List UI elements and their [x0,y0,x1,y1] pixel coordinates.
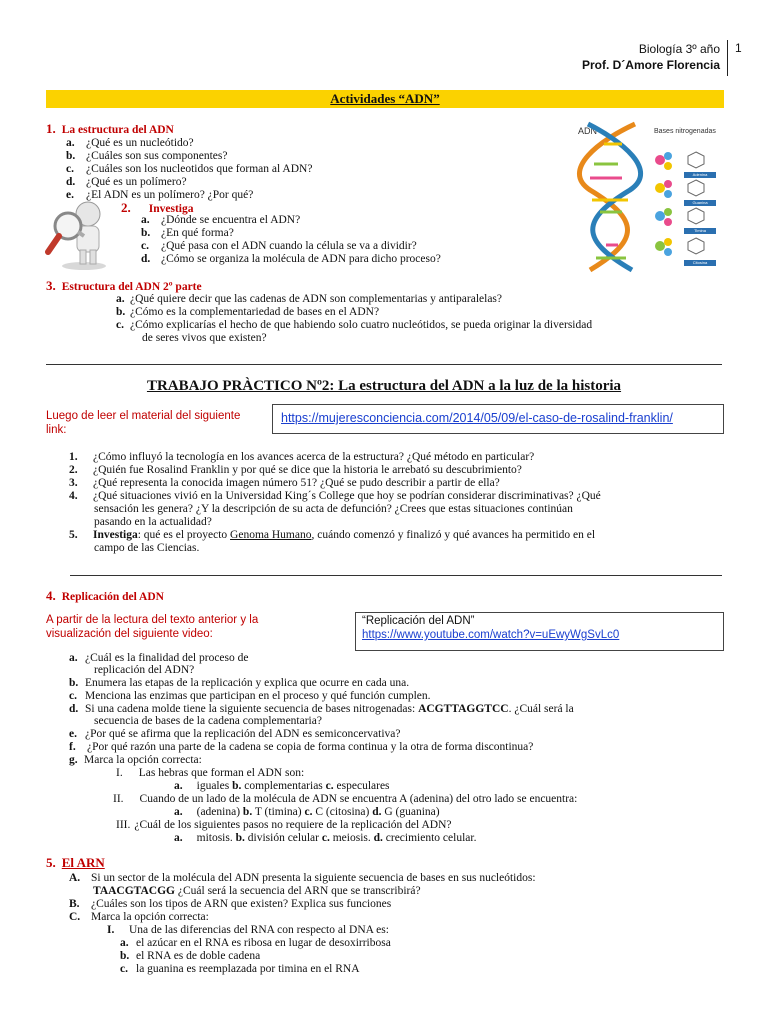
base-label: Timina [684,228,716,234]
section-4-heading [46,588,164,604]
option-text: meiosis. [329,832,374,844]
rosalind-franklin-link[interactable]: https://mujeresconciencia.com/2014/05/09/el-caso-de-rosalind-franklin/ [281,411,673,425]
dna-image-subtitle: Bases nitrogenadas [654,128,716,135]
dna-image [570,120,722,278]
option-text: la guanina es reemplazada por timina en el RNA [136,963,360,975]
list-item: ¿Cuáles son los nucleotidos que forman al ADN? [86,163,313,175]
list-item: ¿Cuál es la finalidad del proceso de [85,652,249,664]
roman-label: III. [116,819,131,831]
section-3-number: 3. [46,278,56,293]
section-2-number: 2. [121,200,131,215]
list-label: c. [116,319,124,331]
list-item: de seres vivos que existen? [142,332,267,344]
list-label: e. [66,189,74,201]
dna-sequence: ACGTTAGGTCC [418,703,509,715]
option-label: b. [120,950,130,962]
list-label: d. [66,176,76,188]
list-label: b. [116,306,126,318]
list-item: ¿Cómo influyó la tecnología en los avances acerca de la estructura? ¿Qué método en particular? [93,451,535,463]
option-text: el RNA es de doble cadena [136,950,261,962]
list-item: ¿Cómo es la complementariedad de bases en el ADN? [130,306,380,318]
base-label: Citosina [684,260,716,266]
list-item: ¿El ADN es un polímero? ¿Por qué? [86,189,254,201]
section-5-title: El ARN [61,855,105,870]
divider [46,364,722,365]
list-item: ¿Por qué se afirma que la replicación del ADN es semiconcervativa? [85,728,401,740]
list-label: A. [69,872,81,884]
list-item: ¿Qué es un nucleótido? [86,137,194,149]
option-label: b. [235,832,245,844]
list-label: C. [69,911,81,923]
dna-helix-icon [570,120,650,278]
list-label: b. [69,677,79,689]
section-3-title: Estructura del ADN 2º parte [61,281,202,293]
list-label: e. [69,728,77,740]
option-label: d. [373,832,383,844]
divider [70,575,722,576]
section-2-title: Investiga [148,203,194,215]
option-label: a. [174,780,183,792]
list-item: ¿Qué representa la conocida imagen número 51? ¿Qué se pudo describir a partir de ella? [93,477,500,489]
list-item: ¿Dónde se encuentra el ADN? [161,214,301,226]
option-label: a. [174,832,183,844]
list-item: ¿Qué situaciones vivió en la Universidad King´s College que hoy se podrían considerar discriminativas? ¿Qué [93,490,601,502]
option-text: mitosis. [196,832,236,844]
base-label: Adenina [684,172,716,178]
list-item: ¿Por qué razón una parte de la cadena se copia de forma continua y la otra de forma discontinua? [87,741,534,753]
base-molecules-icon [648,146,722,276]
magnifier-figure-icon [44,196,116,272]
list-item: Marca la opción correcta: [91,911,209,923]
section-1-number: 1. [46,121,56,136]
list-label: f. [69,741,76,753]
list-item: ¿Cuál será la secuencia del ARN que se transcribirá? [175,885,421,897]
list-label: 3. [69,477,78,489]
section-1-title: La estructura del ADN [61,124,174,136]
list-label: g. [69,754,78,766]
list-label: c. [66,163,74,175]
list-item: Las hebras que forman el ADN son: [138,767,305,779]
option-label: a. [174,806,183,818]
genoma-humano-text: Genoma Humano [230,529,312,541]
list-item: ¿En qué forma? [161,227,234,239]
list-item: ¿Cómo se organiza la molécula de ADN para dicho proceso? [161,253,441,265]
list-item: ¿Qué quiere decir que las cadenas de ADN son complementarias y antiparalelas? [130,293,502,305]
option-label: a. [120,937,129,949]
option-label: c. [325,780,334,792]
list-item: ¿Qué pasa con el ADN cuando la célula se va a dividir? [161,240,417,252]
tp-intro-line: Luego de leer el material del siguiente [46,410,241,422]
list-item: Una de las diferencias del RNA con respecto al DNA es: [129,924,389,936]
option-text: T (timina) [252,806,305,818]
list-label: 4. [69,490,78,502]
option-label: c. [304,806,313,818]
roman-label: I. [107,924,115,936]
option-label: b. [232,780,242,792]
list-item: sensación les genera? ¿Y la descripción de su acta de defunción? ¿Crees que estas situaciones continúan [94,503,573,515]
youtube-video-link[interactable]: https://www.youtube.com/watch?v=uEwyWgSvLc0 [362,629,620,641]
list-item: Marca la opción correcta: [84,754,202,766]
list-item: . ¿Cuál será la [508,703,574,715]
list-item: ¿Cuál de los siguientes pasos no requiere de la replicación del ADN? [134,819,452,831]
tp-title-text: TRABAJO PRÀCTICO Nº2: La estructura del ADN a la luz de la historia [146,378,622,394]
s4-intro-line: visualización del siguiente video: [46,628,213,640]
list-item: Si una cadena molde tiene la siguiente secuencia de bases nitrogenadas: [85,703,419,715]
page-number: 1 [735,41,742,55]
list-item: ¿Qué es un polímero? [86,176,187,188]
list-label: b. [141,227,151,239]
section-5-number: 5. [46,855,56,870]
list-item: pasando en la actualidad? [94,516,212,528]
list-label: a. [141,214,150,226]
list-label: b. [66,150,76,162]
option-text: G (guanina) [381,806,440,818]
option-label: d. [372,806,382,818]
list-item: Cuando de un lado de la molécula de ADN se encuentra A (adenina) del otro lado se encuentra: [139,793,578,805]
list-item: replicación del ADN? [94,664,195,676]
header-teacher: Prof. D´Amore Florencia [581,58,720,72]
list-item: secuencia de bases de la cadena complementaria? [94,715,322,727]
list-item: ¿Quién fue Rosalind Franklin y por qué se dice que la historia le arrebató su descubrimiento? [93,464,522,476]
option-text: especulares [333,780,390,792]
list-item: ¿Cuáles son sus componentes? [86,150,228,162]
option-text: complementarias [241,780,326,792]
roman-label: II. [113,793,124,805]
tp-intro [46,409,240,437]
list-item: ¿Cuáles son los tipos de ARN que existen? Explica sus funciones [91,898,392,910]
dna-sequence: TAACGTACGG [93,885,175,897]
video-title: “Replicación del ADN” [362,615,475,627]
investiga-label: Investiga [93,529,138,541]
list-item: : qué es el proyecto [137,529,231,541]
list-item: Si un sector de la molécula del ADN presenta la siguiente secuencia de bases en sus nucleótidos: [91,872,536,884]
list-label: a. [116,293,125,305]
option-label: b. [242,806,253,818]
list-label: 5. [69,529,78,541]
option-text: iguales [196,780,233,792]
s4-intro [46,613,258,641]
header-divider [727,40,728,76]
list-item: , cuándo comenzó y finalizó y qué avances ha permitido en el [311,529,596,541]
list-item: campo de las Ciencias. [94,542,200,554]
header [582,41,720,73]
option-label: c. [321,832,330,844]
video-box [355,612,724,651]
list-label: c. [69,690,77,702]
option-label: c. [120,963,128,975]
header-subject: Biología 3º año [638,42,720,56]
list-label: B. [69,898,80,910]
option-text: crecimiento celular. [382,832,477,844]
option-text: el azúcar en el RNA es ribosa en lugar de desoxirribosa [136,937,391,949]
list-item: Menciona las enzimas que participan en el proceso y qué función cumplen. [85,690,431,702]
roman-label: I. [116,767,123,779]
list-label: 1. [69,451,78,463]
page-title: Actividades “ADN” [46,90,724,108]
list-label: d. [141,253,151,265]
list-label: a. [69,652,78,664]
list-label: 2. [69,464,78,476]
base-label: Guanina [684,200,716,206]
section-5-heading [46,855,105,871]
option-text: (adenina) [196,806,243,818]
tp-title [46,378,722,395]
list-label: c. [141,240,149,252]
list-item: ¿Cómo explicarías el hecho de que habiendo solo cuatro nucleótidos, se pueda originar la diversidad [130,319,593,331]
dna-image-title: ADN [578,126,598,136]
s4-intro-line: A partir de la lectura del texto anterior y la [46,614,259,626]
list-label: a. [66,137,75,149]
option-text: división celular [244,832,322,844]
section-4-number: 4. [46,588,56,603]
section-3-heading [46,278,202,294]
option-text: C (citosina) [312,806,373,818]
list-label: d. [69,703,79,715]
link-box [272,404,724,434]
section-4-title: Replicación del ADN [61,591,164,603]
list-item: Enumera las etapas de la replicación y explica que ocurre en cada una. [85,677,410,689]
section-1-heading [46,121,174,137]
tp-intro-line: link: [46,424,67,436]
